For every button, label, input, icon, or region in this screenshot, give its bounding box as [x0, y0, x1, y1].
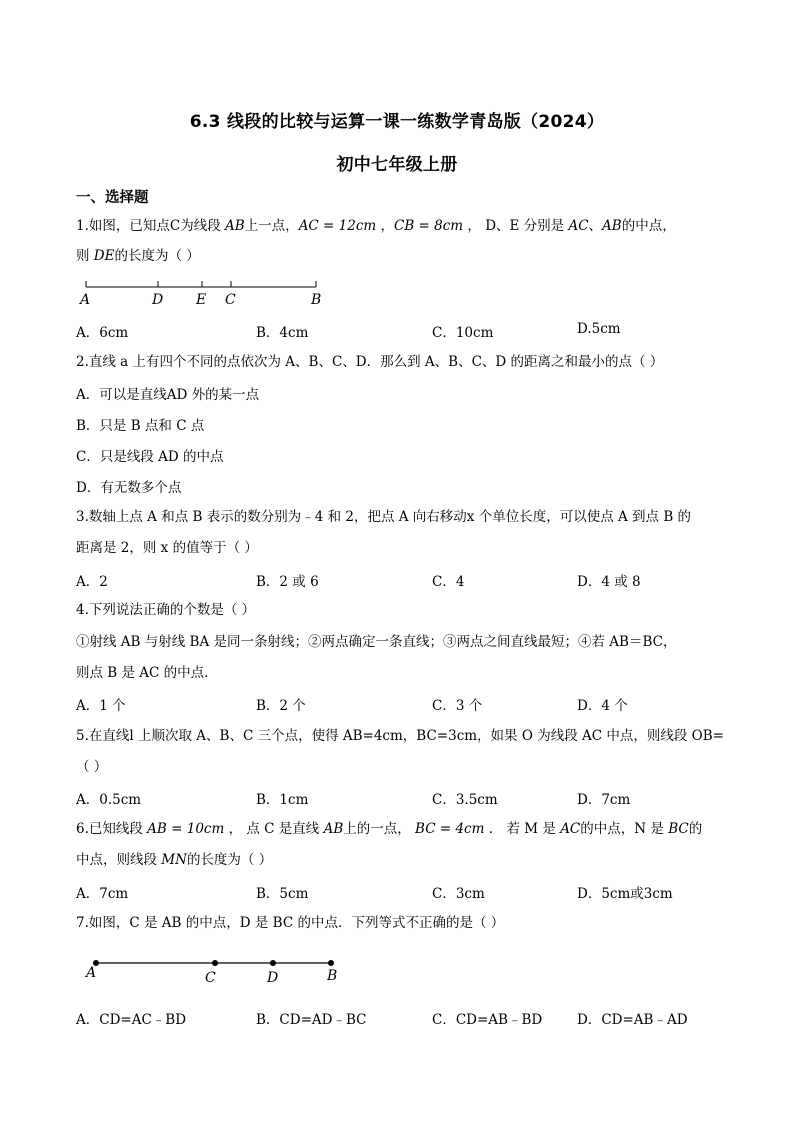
- q7-label-d: D: [267, 970, 279, 986]
- q1-label-c: C: [225, 292, 236, 308]
- q5-stem-line2: （ ）: [76, 759, 108, 775]
- q6-option-c[interactable]: C．3cm: [432, 886, 485, 902]
- q3-option-c[interactable]: C．4: [432, 574, 465, 590]
- q1-label-d: D: [152, 292, 164, 308]
- q4-option-b[interactable]: B．2 个: [256, 698, 306, 714]
- q4-option-a[interactable]: A．1 个: [76, 698, 126, 714]
- q2-option-b[interactable]: B．只是 B 点和 C 点: [76, 418, 205, 434]
- q7-point-d: [270, 960, 276, 966]
- q2-option-d[interactable]: D．有无数多个点: [76, 480, 182, 496]
- q7-option-c[interactable]: C．CD=AB﹣BD: [432, 1012, 543, 1028]
- q7-option-b[interactable]: B．CD=AD﹣BC: [256, 1012, 367, 1028]
- q2-stem: 2.直线 a 上有四个不同的点依次为 A、B、C、D．那么到 A、B、C、D 的距离之和最小的点（ ）: [76, 354, 664, 370]
- section-heading: 一、选择题: [76, 190, 149, 206]
- q7-segment-figure: [76, 950, 366, 990]
- q7-option-d[interactable]: D．CD=AB﹣AD: [577, 1012, 688, 1028]
- document-title: 6.3 线段的比较与运算一课一练数学青岛版（2024）: [189, 112, 605, 132]
- q4-stem-line3: 则点 B 是 AC 的中点．: [76, 665, 218, 681]
- q3-option-d[interactable]: D．4 或 8: [577, 574, 641, 590]
- q4-stem-line1: 4.下列说法正确的个数是（ ）: [76, 602, 256, 618]
- q7-option-a[interactable]: A．CD=AC﹣BD: [76, 1012, 187, 1028]
- q2-option-c[interactable]: C．只是线段 AD 的中点: [76, 449, 224, 465]
- q5-option-c[interactable]: C．3.5cm: [432, 792, 498, 808]
- q7-stem: 7.如图，C 是 AB 的中点，D 是 BC 的中点．下列等式不正确的是（ ）: [76, 915, 505, 931]
- q3-option-a[interactable]: A．2: [76, 574, 108, 590]
- q6-option-b[interactable]: B．5cm: [256, 886, 309, 902]
- q5-stem-line1: 5.在直线l 上顺次取 A、B、C 三个点，使得 AB=4cm，BC=3cm，如果 O 为线段 AC 中点，则线段 OB=: [76, 728, 724, 744]
- q7-label-a: A: [86, 965, 97, 981]
- q6-stem-line2: 中点，则线段 MN的长度为（ ）: [76, 852, 273, 868]
- q1-option-c[interactable]: C．10cm: [432, 325, 494, 341]
- q7-label-b: B: [327, 968, 338, 984]
- q3-stem-line1: 3.数轴上点 A 和点 B 表示的数分别为﹣4 和 2，把点 A 向右移动x 个单位长度，可以使点 A 到点 B 的: [76, 509, 692, 525]
- q5-option-b[interactable]: B．1cm: [256, 792, 309, 808]
- q4-stem-line2: ①射线 AB 与射线 BA 是同一条射线；②两点确定一条直线；③两点之间直线最短；④若 AB＝BC，: [76, 634, 677, 650]
- q7-point-c: [212, 960, 218, 966]
- q6-option-a[interactable]: A．7cm: [76, 886, 129, 902]
- q1-label-a: A: [80, 292, 91, 308]
- q7-label-c: C: [205, 970, 216, 986]
- q4-option-c[interactable]: C．3 个: [432, 698, 483, 714]
- q5-option-d[interactable]: D．7cm: [577, 792, 631, 808]
- q1-label-b: B: [311, 292, 322, 308]
- q5-option-a[interactable]: A．0.5cm: [76, 792, 142, 808]
- q3-option-b[interactable]: B．2 或 6: [256, 574, 319, 590]
- q1-label-e: E: [196, 292, 207, 308]
- q2-option-a[interactable]: A．可以是直线AD 外的某一点: [76, 387, 260, 403]
- q1-segment-figure: [76, 274, 336, 310]
- q6-stem-line1: 6.已知线段 AB = 10cm ， 点 C 是直线 AB上的一点， BC = 4cm ． 若 M 是 AC的中点，N 是 BC的: [76, 821, 703, 837]
- q1-option-b[interactable]: B．4cm: [256, 325, 309, 341]
- q7-point-b: [328, 960, 334, 966]
- q4-option-d[interactable]: D．4 个: [577, 698, 628, 714]
- q6-option-d[interactable]: D．5cm或3cm: [577, 886, 673, 902]
- q1-option-a[interactable]: A．6cm: [76, 325, 129, 341]
- document-subtitle: 初中七年级上册: [336, 155, 458, 175]
- q1-stem-line1: 1.如图，已知点C为线段 AB上一点，AC = 12cm ，CB = 8cm ， D、E 分别是 AC、AB的中点，: [76, 218, 676, 234]
- q1-stem-line2: 则 DE的长度为（ ）: [76, 248, 200, 264]
- q3-stem-line2: 距离是 2，则 x 的值等于（ ）: [76, 540, 258, 556]
- q1-option-d[interactable]: D.5cm: [577, 321, 621, 337]
